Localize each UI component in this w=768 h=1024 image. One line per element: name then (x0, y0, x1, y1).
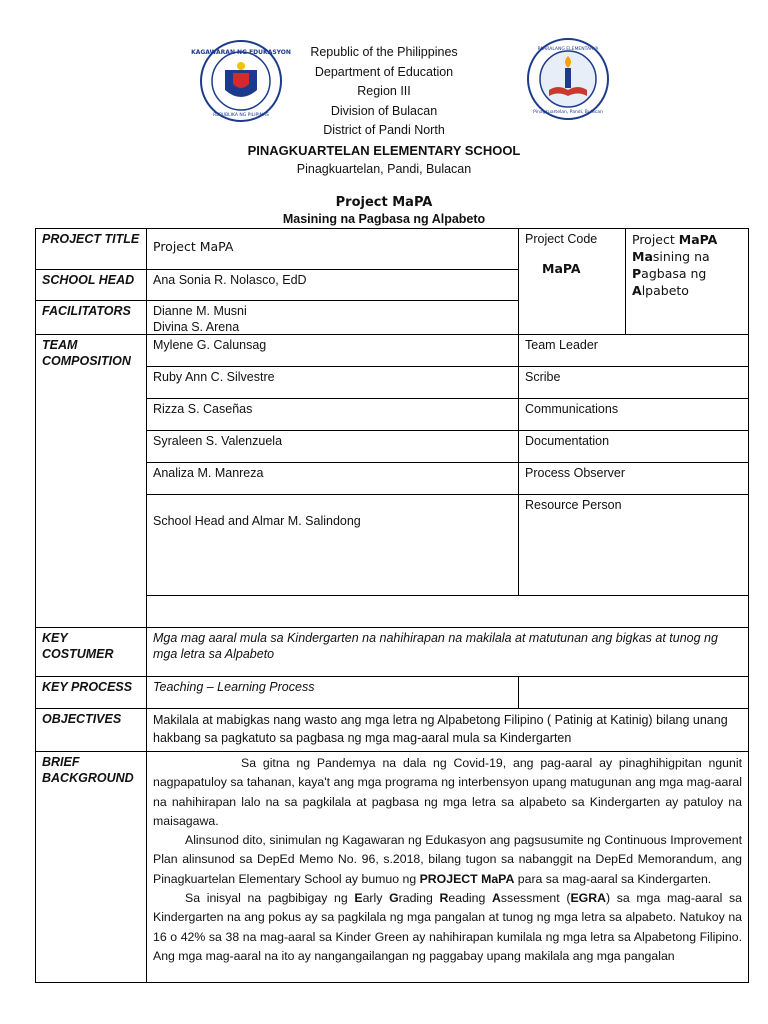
brief-text: Sa inisyal na pagbibigay ng (185, 891, 355, 906)
key-customer-value: Mga mag aaral mula sa Kindergarten na nahihirapan na makilala at matutunan ang bigkas at tunog ng mga letra sa Alpabeto (146, 627, 749, 677)
team-member-role: Communications (518, 398, 749, 431)
code-desc-text: sining na (652, 249, 710, 264)
brief-text: eading (448, 891, 492, 906)
brief-bold-letter: R (439, 891, 449, 906)
facilitators-label: FACILITATORS (35, 300, 147, 335)
school-head-value: Ana Sonia R. Nolasco, EdD (146, 269, 519, 301)
code-desc-text: agbasa ng (641, 266, 707, 281)
brief-text: Alinsunod dito, sinimulan ng Kagawaran ng Edukasyon ang pagsusumite ng Continuous Improvement Plan alinsunod sa DepEd Memo No. 96, s.2018, bilang tugon sa nabanggit na DepEd Memorandum, ang Pinagkuartelan Elementary School ay bumuo ng (153, 833, 742, 886)
team-member-name: Syraleen S. Valenzuela (146, 430, 519, 463)
team-member-name: Analiza M. Manreza (146, 462, 519, 495)
facilitator-name: Dianne M. Musni (153, 304, 247, 318)
team-member-name: Rizza S. Caseñas (146, 398, 519, 431)
svg-text:PAARALANG ELEMENTARYA: PAARALANG ELEMENTARYA (537, 47, 599, 52)
brief-bold-letter: E (354, 891, 363, 906)
team-member-role: Scribe (518, 366, 749, 399)
svg-text:REPUBLIKA NG PILIPINAS: REPUBLIKA NG PILIPINAS (213, 113, 269, 118)
team-member-role: Resource Person (518, 494, 749, 596)
project-title-value: Project MaPA (146, 228, 519, 270)
code-desc-bold: MaPA (678, 232, 718, 247)
header-line: District of Pandi North (323, 123, 445, 137)
school-head-label: SCHOOL HEAD (35, 269, 147, 301)
team-member-name: Mylene G. Calunsag (146, 334, 519, 367)
brief-paragraph-1: Sa gitna ng Pandemya na dala ng Covid-19, ang pag-aaral ay pinaghihigpitan ngunit nagpapatuloy sa tahanan, kaya't ang mga programa ng interbensyon upang matugunan ang mga mag-aaral na nahihirapan lalo na sa pagkilala at pagbasa ng mga letra sa alpabeto sa Kindergarten ay patuloy na maisagawa. (153, 756, 742, 828)
team-composition-label: TEAM COMPOSITION (35, 334, 147, 628)
brief-text: para sa mag-aaral sa Kindergarten. (514, 871, 712, 886)
team-member-role: Process Observer (518, 462, 749, 495)
letterhead (0, 43, 768, 180)
header-line: Region III (357, 84, 411, 98)
project-code-value: MaPA (542, 261, 581, 276)
brief-bold-project: PROJECT MaPA (419, 871, 515, 886)
facilitators-value (146, 300, 519, 335)
school-name: PINAGKUARTELAN ELEMENTARY SCHOOL (247, 142, 521, 158)
key-customer-label: KEY COSTUMER (35, 627, 147, 677)
brief-bold-letter: G (389, 891, 399, 906)
team-member-name: School Head and Almar M. Salindong (146, 494, 519, 596)
code-desc-bold: P (632, 266, 642, 281)
key-process-empty (518, 676, 749, 709)
brief-paragraph-2 (153, 831, 742, 889)
brief-text: ssessment ( (500, 891, 571, 906)
brief-bold-egra: EGRA (570, 891, 606, 906)
code-desc-bold: Ma (632, 249, 653, 264)
objectives-value: Makilala at mabigkas nang wasto ang mga letra ng Alpabetong Filipino ( Patinig at Katinig) bilang unang hakbang sa pagkatuto sa pagbasa ng mga mag-aaral mula sa Kindergarten (146, 708, 749, 752)
project-title-heading: Project MaPA (335, 195, 433, 210)
key-process-value: Teaching – Learning Process (146, 676, 519, 709)
header-line: Division of Bulacan (330, 103, 438, 118)
team-member-role: Team Leader (518, 334, 749, 367)
brief-text: ) sa mga mag-aaral sa Kindergarten na ang pokus ay sa pagkilala ng mga pangalan at tunog ng mga letra sa alpabeto. Natukoy na 16 o 42% sa 38 na mag-aaral sa Kinder Green ay nahihirapan kumilala ng mga letra sa Alpabetong Filipino. Ang mga mag-aaral na ito ay nangangailangan ng paggabay upang makilala ang mga pangalan (153, 891, 742, 963)
brief-text: arly (362, 891, 390, 906)
brief-paragraph-3 (153, 889, 742, 966)
brief-background-label: BRIEF BACKGROUND (35, 751, 147, 983)
project-title-label: PROJECT TITLE (35, 228, 147, 270)
facilitator-name: Divina S. Arena (153, 320, 240, 334)
code-desc-bold: A (632, 283, 642, 298)
project-subtitle: Masining na Pagbasa ng Alpabeto (282, 212, 486, 226)
seal-left-text: KAGAWARAN NG EDUKASYON (191, 49, 291, 56)
project-code-label: Project Code (525, 232, 598, 246)
code-desc-text: Project (632, 232, 679, 247)
key-process-label: KEY PROCESS (35, 676, 147, 709)
team-member-name: Ruby Ann C. Silvestre (146, 366, 519, 399)
brief-background-text (146, 751, 749, 983)
svg-text:Pinagkuartelan, Pandi, Bulacan: Pinagkuartelan, Pandi, Bulacan (533, 110, 603, 115)
brief-text: rading (398, 891, 440, 906)
objectives-label: OBJECTIVES (35, 708, 147, 752)
empty-row (146, 595, 749, 628)
project-code-cell (518, 228, 626, 335)
school-address: Pinagkuartelan, Pandi, Bulacan (296, 162, 472, 176)
header-line: Department of Education (314, 64, 454, 79)
header-line: Republic of the Philippines (310, 45, 458, 59)
project-code-description (625, 228, 749, 335)
code-desc-text: lpabeto (641, 283, 689, 298)
team-member-role: Documentation (518, 430, 749, 463)
brief-bold-letter: A (492, 891, 501, 906)
